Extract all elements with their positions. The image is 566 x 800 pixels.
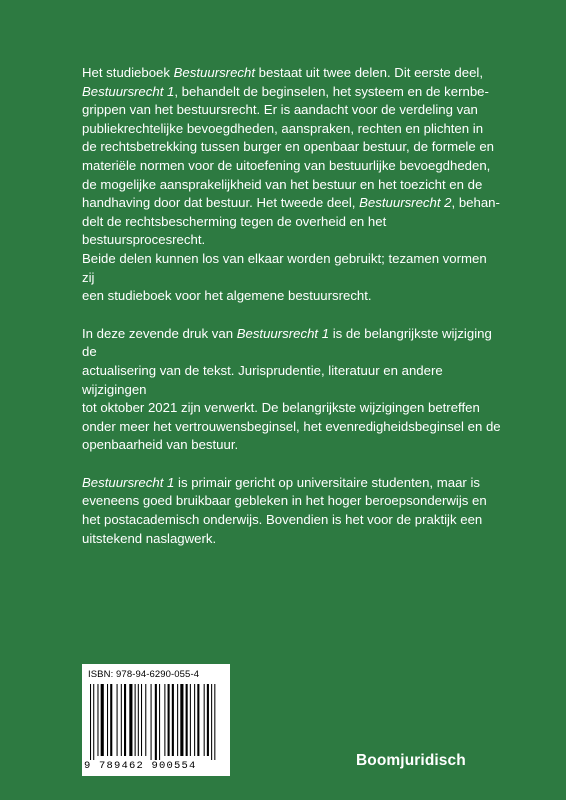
blurb-paragraph-3: Bestuursrecht 1 is primair gericht op universitaire studenten, maar is eveneens goed bruikbaar gebleken in het hoger beroepsonderwijs en het postacademisch onderwijs. Bovendien is het voor de praktijk een uitstekend naslagwerk.: [82, 474, 487, 546]
barcode-icon: [90, 684, 224, 760]
blurb-paragraph-2: In deze zevende druk van Bestuursrecht 1 is de belangrijkste wijziging de actualisering van de tekst. Jurisprudentie, literatuur en andere wijzigingen tot oktober 2021 zijn verwerkt. De belangrijkste wijzigingen betreffen onder meer het vertrouwensbeginsel, het evenredigheidsbeginsel en de openbaarheid van bestuur.: [82, 325, 501, 453]
isbn-barcode-box: [82, 664, 230, 776]
barcode-digits: 9 789462 900554: [84, 760, 197, 772]
blurb-paragraph-1: Het studieboek Bestuursrecht bestaat uit twee delen. Dit eerste deel, Bestuursrecht 1, behandelt de beginselen, het systeem en de kernbe- grippen van het bestuursrecht. Er is aandacht voor de verdeling van publiekrechtelijke bevoegdheden, aanspraken, rechten en plichten in de rechtsbetrekking tussen burger en openbaar bestuur, de formele en materiële normen voor de uitoefening van bestuurlijke bevoegdheden, de mogelijke aansprakelijkheid van het bestuur en het toezicht en de handhaving door dat bestuur. Het tweede deel, Bestuursrecht 2, behan- delt de rechtsbescherming tegen de overheid en het bestuursprocesrecht. Beide delen kunnen los van elkaar worden gebruikt; tezamen vormen zij een studieboek voor het algemene bestuursrecht.: [82, 65, 500, 304]
isbn-label: ISBN: 978-94-6290-055-4: [88, 669, 200, 680]
back-cover-blurb: [82, 64, 502, 567]
publisher-logo: Boomjuridisch: [356, 752, 466, 769]
